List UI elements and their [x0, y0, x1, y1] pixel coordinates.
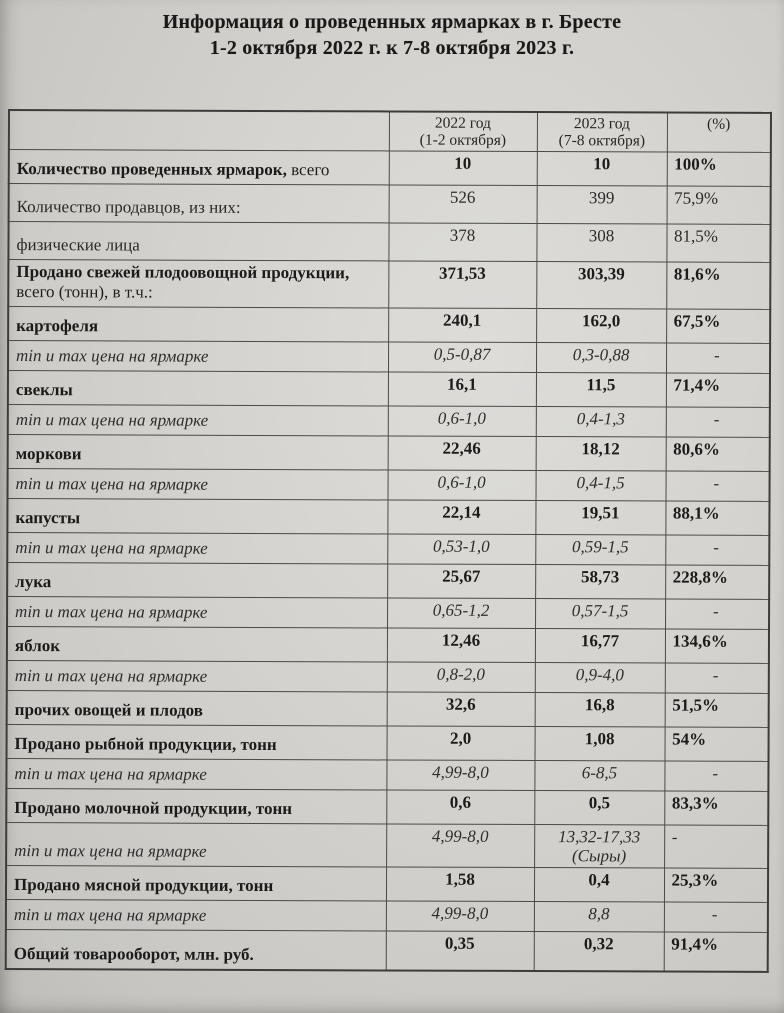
document-title	[0, 9, 784, 62]
percent-cell: -	[665, 599, 769, 629]
percent-cell: 100%	[667, 152, 771, 186]
row-label: картофеля	[16, 315, 99, 335]
value-2022-cell: 2,0	[387, 726, 535, 761]
value-2023-cell: 10	[537, 151, 667, 185]
value-2022-cell: 4,99-8,0	[386, 760, 534, 791]
row-label: Количество проведенных ярмарок,	[16, 158, 287, 179]
row-label-cell	[8, 468, 388, 499]
table-row	[8, 434, 770, 471]
table-row	[6, 788, 768, 825]
table-row	[7, 690, 769, 727]
row-label: прочих овощей и плодов	[14, 699, 204, 720]
row-label: Общий товарооборот, млн. руб.	[13, 944, 254, 965]
row-label-cell	[9, 183, 389, 222]
row-label: min и max цена на ярмарке	[13, 904, 207, 925]
table-row	[8, 468, 770, 501]
row-label-cell	[6, 865, 386, 900]
table-row	[7, 724, 769, 761]
value-2023-cell: 308	[536, 223, 666, 261]
row-label: физические лица	[16, 234, 140, 254]
row-label: Продано свежей плодоовощной продукции,	[16, 261, 350, 282]
fairs-table	[5, 109, 772, 973]
value-2022-cell: 10	[389, 150, 537, 185]
value-2022-cell: 0,6	[386, 790, 534, 825]
row-label-cell	[7, 498, 387, 533]
table-row	[9, 183, 771, 224]
value-2022-cell: 16,1	[388, 372, 536, 407]
percent-cell: 25,3%	[664, 868, 768, 902]
row-label: min и max цена на ярмарке	[14, 665, 208, 686]
value-2022-cell: 0,8-2,0	[387, 662, 535, 693]
row-label-cell	[7, 626, 387, 661]
value-2023-cell: 58,73	[535, 564, 665, 598]
row-label: min и max цена на ярмарке	[15, 601, 208, 622]
header-2022-dates: (1-2 октября)	[419, 131, 507, 150]
value-2023-cell: 0,5	[534, 790, 664, 824]
value-2023-cell: 8,8	[534, 901, 664, 931]
row-label-cell	[6, 758, 386, 789]
header-2022-year: 2022 год	[434, 114, 491, 132]
table-row	[7, 660, 769, 693]
row-label-cell	[9, 149, 389, 184]
table-body	[6, 149, 771, 972]
percent-cell: -	[664, 825, 768, 868]
table-row	[9, 149, 771, 186]
title-line-1: Информация о проведенных ярмарках в г. Бресте	[162, 11, 622, 33]
value-2023-cell: 399	[537, 185, 667, 223]
row-label: моркови	[15, 443, 82, 463]
table-row	[6, 929, 768, 972]
value-2023-cell: 6-8,5	[534, 760, 664, 790]
value-2023-cell: 18,12	[536, 436, 666, 470]
value-2022-cell: 32,6	[387, 692, 535, 727]
row-label-cell	[6, 899, 386, 930]
percent-cell: 228,8%	[665, 565, 769, 599]
value-2023-cell: 0,59-1,5	[535, 534, 665, 564]
percent-cell: 88,1%	[665, 501, 769, 535]
value-2022-cell: 4,99-8,0	[386, 901, 534, 932]
value-2023-cell: 0,9-4,0	[535, 662, 665, 692]
value-2022-cell: 12,46	[387, 628, 535, 663]
table-row	[6, 865, 768, 902]
row-label: min и max цена на ярмарке	[14, 840, 207, 861]
row-label-cell	[6, 788, 386, 823]
value-2023-cell: 1,08	[535, 726, 665, 760]
percent-cell: -	[664, 902, 768, 932]
value-2023-cell: 16,77	[535, 628, 665, 662]
value-2022-cell: 0,6-1,0	[388, 470, 536, 501]
row-label: Продано молочной продукции, тонн	[14, 797, 293, 818]
row-label: min и max цена на ярмарке	[14, 763, 207, 784]
value-2022-cell: 0,35	[386, 931, 534, 972]
row-label: Продано рыбной продукции, тонн	[14, 733, 277, 754]
row-label: min и max цена на ярмарке	[16, 345, 209, 366]
percent-cell: 134,6%	[665, 629, 769, 663]
row-label-cell	[7, 562, 387, 597]
value-2023-cell: 0,32	[534, 931, 664, 971]
value-2022-cell: 240,1	[388, 308, 536, 343]
value-2023-cell: 13,32-17,33 (Сыры)	[534, 824, 664, 868]
title-line-2: 1-2 октября 2022 г. к 7-8 октября 2023 г.	[209, 37, 575, 60]
value-2022-cell: 0,5-0,87	[388, 342, 536, 373]
table-row	[8, 221, 770, 262]
table-header-row	[9, 110, 771, 152]
row-label-cell	[7, 660, 387, 691]
row-label-cell	[7, 596, 387, 627]
header-2022	[389, 111, 537, 151]
percent-cell: -	[665, 535, 769, 565]
row-label-cell	[8, 370, 388, 405]
table-row	[8, 404, 770, 437]
percent-cell: 67,5%	[666, 309, 770, 343]
row-label-cell	[6, 929, 386, 970]
row-label-rest: всего (тонн), в т.ч.:	[16, 281, 153, 302]
value-2023-cell: 303,39	[536, 261, 666, 309]
row-label-cell	[8, 434, 388, 469]
table-row	[8, 370, 770, 407]
header-2023-dates: (7-8 октября)	[558, 132, 646, 150]
row-label: капусты	[15, 507, 81, 527]
row-label-cell	[8, 306, 388, 341]
value-2022-cell: 0,65-1,2	[387, 598, 535, 629]
percent-cell: 83,3%	[664, 791, 768, 825]
percent-cell: 91,4%	[664, 932, 768, 972]
header-2023-year: 2023 год	[573, 114, 630, 133]
value-2023-cell: 0,57-1,5	[535, 598, 665, 628]
table-row	[8, 259, 770, 309]
percent-cell: 51,5%	[665, 693, 769, 727]
row-label-cell	[8, 259, 388, 308]
row-label-cell	[6, 822, 386, 867]
value-2022-cell: 0,6-1,0	[388, 406, 536, 437]
row-label-cell	[7, 690, 387, 725]
value-2023-cell: 0,3-0,88	[536, 342, 666, 372]
percent-cell: 80,6%	[666, 437, 770, 471]
percent-cell: 54%	[665, 727, 769, 761]
value-2022-cell: 1,58	[386, 867, 534, 902]
row-label: яблок	[14, 635, 61, 655]
table-row	[6, 758, 768, 791]
header-2023	[537, 112, 667, 152]
row-label-cell	[7, 724, 387, 759]
table-row	[7, 626, 769, 663]
row-label-cell	[8, 340, 388, 371]
table-row	[6, 822, 768, 868]
value-2023-cell: 0,4-1,3	[536, 406, 666, 436]
table-row	[7, 498, 769, 535]
table-row	[7, 596, 769, 629]
table-row	[7, 562, 769, 599]
percent-cell: 81,5%	[666, 224, 770, 262]
table-row	[8, 340, 770, 373]
row-label-rest: всего	[286, 159, 330, 179]
header-percent: (%)	[667, 112, 771, 152]
value-2022-cell: 22,14	[387, 500, 535, 535]
row-label: Количество продавцов, из них:	[16, 196, 241, 217]
row-label: Продано мясной продукции, тонн	[13, 874, 274, 895]
percent-cell: 75,9%	[667, 186, 771, 224]
row-label: свеклы	[15, 379, 73, 399]
percent-cell: 81,6%	[666, 262, 770, 309]
value-2022-cell: 526	[389, 184, 537, 223]
percent-cell: -	[666, 471, 770, 501]
value-2022-cell: 371,53	[388, 260, 536, 308]
value-2022-cell: 22,46	[388, 436, 536, 471]
value-2023-cell: 11,5	[536, 372, 666, 406]
row-label: лука	[15, 571, 52, 591]
row-label-cell	[8, 221, 388, 260]
value-2022-cell: 4,99-8,0	[386, 824, 534, 868]
row-label: min и max цена на ярмарке	[15, 473, 208, 494]
row-label-cell	[8, 404, 388, 435]
value-2023-cell: 0,4-1,5	[536, 470, 666, 500]
value-2023-cell: 0,4	[534, 867, 664, 901]
percent-cell: -	[666, 407, 770, 437]
table-row	[7, 532, 769, 565]
row-label: min и max цена на ярмарке	[15, 537, 208, 558]
header-label-column	[9, 110, 389, 151]
value-2022-cell: 25,67	[387, 564, 535, 599]
value-2023-cell: 19,51	[535, 500, 665, 534]
percent-cell: -	[666, 343, 770, 373]
percent-cell: -	[664, 761, 768, 791]
percent-cell: -	[665, 663, 769, 693]
row-label-cell	[7, 532, 387, 563]
value-2023-cell: 162,0	[536, 308, 666, 342]
value-2022-cell: 0,53-1,0	[387, 534, 535, 565]
table-row	[8, 306, 770, 343]
value-2022-cell: 378	[388, 222, 536, 261]
table-row	[6, 899, 768, 932]
percent-cell: 71,4%	[666, 373, 770, 407]
value-2023-cell: 16,8	[535, 692, 665, 726]
row-label: min и max цена на ярмарке	[15, 409, 209, 430]
